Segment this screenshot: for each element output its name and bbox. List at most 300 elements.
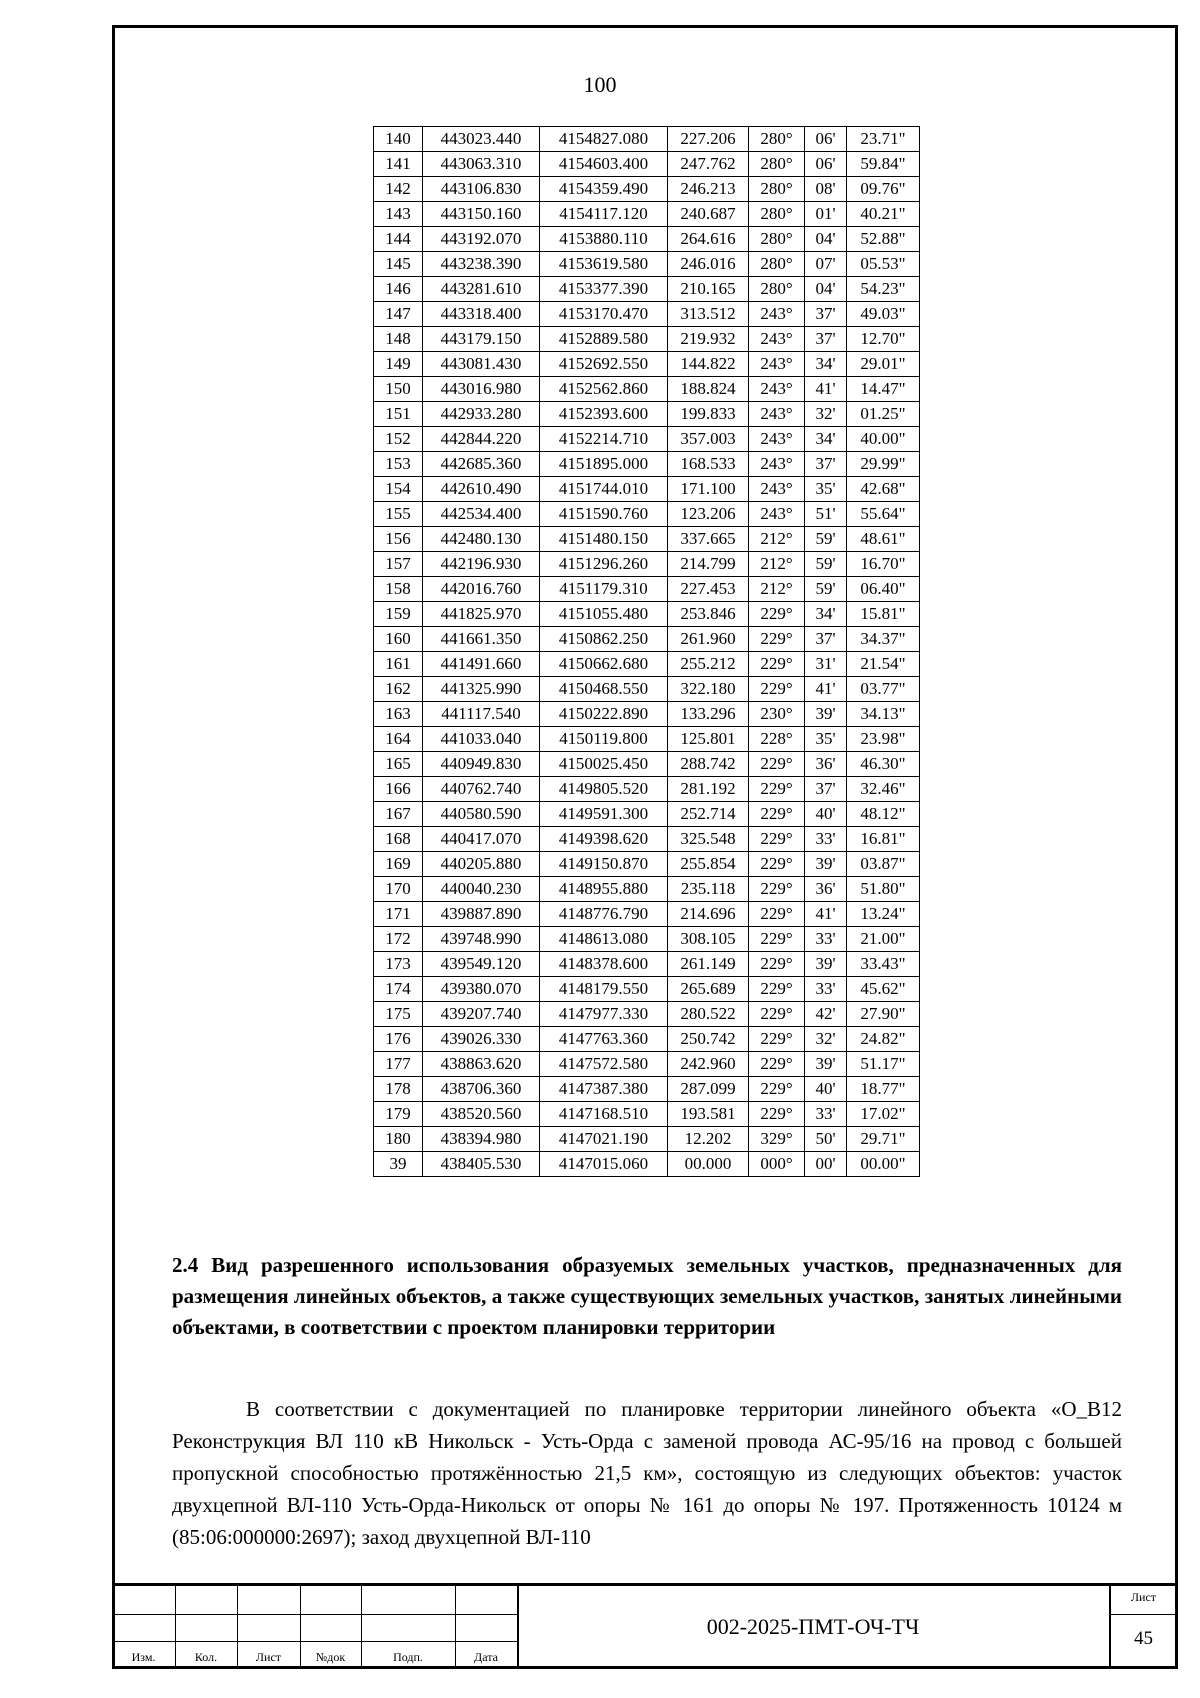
minutes-cell: 37' <box>805 302 847 327</box>
seconds-cell: 59.84" <box>847 152 920 177</box>
seconds-cell: 55.64" <box>847 502 920 527</box>
x-coordinate-cell: 441033.040 <box>423 727 540 752</box>
x-coordinate-cell: 443318.400 <box>423 302 540 327</box>
distance-cell: 250.742 <box>668 1027 749 1052</box>
degrees-cell: 229° <box>749 952 805 977</box>
point-number-cell: 150 <box>374 377 423 402</box>
seconds-cell: 34.37" <box>847 627 920 652</box>
point-number-cell: 173 <box>374 952 423 977</box>
point-number-cell: 155 <box>374 502 423 527</box>
y-coordinate-cell: 4151895.000 <box>540 452 668 477</box>
x-coordinate-cell: 438863.620 <box>423 1052 540 1077</box>
point-number-cell: 166 <box>374 777 423 802</box>
table-row <box>374 502 920 527</box>
table-row <box>374 752 920 777</box>
distance-cell: 214.799 <box>668 552 749 577</box>
point-number-cell: 175 <box>374 1002 423 1027</box>
minutes-cell: 37' <box>805 452 847 477</box>
distance-cell: 322.180 <box>668 677 749 702</box>
distance-cell: 12.202 <box>668 1127 749 1152</box>
table-row <box>374 777 920 802</box>
label-podp: Подп. <box>393 1650 423 1664</box>
sheet-cell-line <box>1109 1614 1178 1615</box>
x-coordinate-cell: 443063.310 <box>423 152 540 177</box>
distance-cell: 264.616 <box>668 227 749 252</box>
minutes-cell: 39' <box>805 702 847 727</box>
distance-cell: 210.165 <box>668 277 749 302</box>
point-number-cell: 179 <box>374 1102 423 1127</box>
degrees-cell: 329° <box>749 1127 805 1152</box>
y-coordinate-cell: 4154827.080 <box>540 127 668 152</box>
distance-cell: 171.100 <box>668 477 749 502</box>
minutes-cell: 59' <box>805 527 847 552</box>
distance-cell: 193.581 <box>668 1102 749 1127</box>
seconds-cell: 48.12" <box>847 802 920 827</box>
seconds-cell: 49.03" <box>847 302 920 327</box>
x-coordinate-cell: 443281.610 <box>423 277 540 302</box>
distance-cell: 227.453 <box>668 577 749 602</box>
x-coordinate-cell: 442016.760 <box>423 577 540 602</box>
x-coordinate-cell: 442933.280 <box>423 402 540 427</box>
degrees-cell: 243° <box>749 402 805 427</box>
seconds-cell: 14.47" <box>847 377 920 402</box>
distance-cell: 227.206 <box>668 127 749 152</box>
seconds-cell: 32.46" <box>847 777 920 802</box>
x-coordinate-cell: 440580.590 <box>423 802 540 827</box>
x-coordinate-cell: 442480.130 <box>423 527 540 552</box>
seconds-cell: 03.87" <box>847 852 920 877</box>
y-coordinate-cell: 4150119.800 <box>540 727 668 752</box>
minutes-cell: 59' <box>805 577 847 602</box>
minutes-cell: 37' <box>805 777 847 802</box>
minutes-cell: 34' <box>805 352 847 377</box>
minutes-cell: 41' <box>805 377 847 402</box>
table-row <box>374 127 920 152</box>
point-number-cell: 167 <box>374 802 423 827</box>
x-coordinate-cell: 443192.070 <box>423 227 540 252</box>
x-coordinate-cell: 440417.070 <box>423 827 540 852</box>
seconds-cell: 51.17" <box>847 1052 920 1077</box>
distance-cell: 288.742 <box>668 752 749 777</box>
seconds-cell: 16.81" <box>847 827 920 852</box>
seconds-cell: 24.82" <box>847 1027 920 1052</box>
table-row <box>374 1027 920 1052</box>
y-coordinate-cell: 4154359.490 <box>540 177 668 202</box>
x-coordinate-cell: 441325.990 <box>423 677 540 702</box>
seconds-cell: 27.90" <box>847 1002 920 1027</box>
table-row <box>374 877 920 902</box>
seconds-cell: 16.70" <box>847 552 920 577</box>
distance-cell: 219.932 <box>668 327 749 352</box>
x-coordinate-cell: 443150.160 <box>423 202 540 227</box>
degrees-cell: 229° <box>749 877 805 902</box>
distance-cell: 199.833 <box>668 402 749 427</box>
degrees-cell: 243° <box>749 452 805 477</box>
x-coordinate-cell: 440040.230 <box>423 877 540 902</box>
degrees-cell: 280° <box>749 202 805 227</box>
point-number-cell: 178 <box>374 1077 423 1102</box>
x-coordinate-cell: 439549.120 <box>423 952 540 977</box>
x-coordinate-cell: 439207.740 <box>423 1002 540 1027</box>
coordinates-table <box>373 126 920 1177</box>
degrees-cell: 229° <box>749 827 805 852</box>
x-coordinate-cell: 441825.970 <box>423 602 540 627</box>
degrees-cell: 229° <box>749 677 805 702</box>
seconds-cell: 29.01" <box>847 352 920 377</box>
x-coordinate-cell: 443023.440 <box>423 127 540 152</box>
degrees-cell: 243° <box>749 352 805 377</box>
x-coordinate-cell: 443081.430 <box>423 352 540 377</box>
distance-cell: 242.960 <box>668 1052 749 1077</box>
minutes-cell: 35' <box>805 727 847 752</box>
table-row <box>374 402 920 427</box>
point-number-cell: 176 <box>374 1027 423 1052</box>
seconds-cell: 48.61" <box>847 527 920 552</box>
distance-cell: 235.118 <box>668 877 749 902</box>
x-coordinate-cell: 441117.540 <box>423 702 540 727</box>
point-number-cell: 146 <box>374 277 423 302</box>
y-coordinate-cell: 4150862.250 <box>540 627 668 652</box>
y-coordinate-cell: 4153170.470 <box>540 302 668 327</box>
degrees-cell: 280° <box>749 277 805 302</box>
y-coordinate-cell: 4151179.310 <box>540 577 668 602</box>
table-row <box>374 377 920 402</box>
table-row <box>374 852 920 877</box>
distance-cell: 188.824 <box>668 377 749 402</box>
degrees-cell: 280° <box>749 127 805 152</box>
label-data: Дата <box>474 1650 498 1664</box>
x-coordinate-cell: 443179.150 <box>423 327 540 352</box>
minutes-cell: 37' <box>805 627 847 652</box>
point-number-cell: 171 <box>374 902 423 927</box>
point-number-cell: 174 <box>374 977 423 1002</box>
label-ndok: №док <box>315 1650 346 1664</box>
x-coordinate-cell: 442844.220 <box>423 427 540 452</box>
seconds-cell: 23.71" <box>847 127 920 152</box>
seconds-cell: 09.76" <box>847 177 920 202</box>
table-row <box>374 702 920 727</box>
seconds-cell: 21.00" <box>847 927 920 952</box>
y-coordinate-cell: 4147763.360 <box>540 1027 668 1052</box>
x-coordinate-cell: 438405.530 <box>423 1152 540 1177</box>
table-row <box>374 1127 920 1152</box>
table-row <box>374 802 920 827</box>
seconds-cell: 01.25" <box>847 402 920 427</box>
table-row <box>374 302 920 327</box>
y-coordinate-cell: 4152393.600 <box>540 402 668 427</box>
section-paragraph: В соответствии с документацией по планировке территории линейного объекта «О_В12 Реконструкция ВЛ 110 кВ Никольск - Усть-Орда с заменой провода АС-95/16 на провод с большей пропускной способностью протяжённостью 21,5 км», состоящую из следующих объектов: участок двухцепной ВЛ-110 Усть-Орда-Никольск от опоры № 161 до опоры № 197. Протяженность 10124 м (85:06:000000:2697); заход двухцепной ВЛ-110 <box>172 1397 1122 1549</box>
y-coordinate-cell: 4149805.520 <box>540 777 668 802</box>
y-coordinate-cell: 4147387.380 <box>540 1077 668 1102</box>
point-number-cell: 144 <box>374 227 423 252</box>
x-coordinate-cell: 443238.390 <box>423 252 540 277</box>
seconds-cell: 54.23" <box>847 277 920 302</box>
y-coordinate-cell: 4147168.510 <box>540 1102 668 1127</box>
y-coordinate-cell: 4147572.580 <box>540 1052 668 1077</box>
minutes-cell: 33' <box>805 1102 847 1127</box>
point-number-cell: 158 <box>374 577 423 602</box>
seconds-cell: 03.77" <box>847 677 920 702</box>
y-coordinate-cell: 4148613.080 <box>540 927 668 952</box>
table-row <box>374 1052 920 1077</box>
point-number-cell: 163 <box>374 702 423 727</box>
table-row <box>374 427 920 452</box>
y-coordinate-cell: 4151590.760 <box>540 502 668 527</box>
table-row <box>374 577 920 602</box>
table-row <box>374 1152 920 1177</box>
y-coordinate-cell: 4148955.880 <box>540 877 668 902</box>
minutes-cell: 04' <box>805 227 847 252</box>
minutes-cell: 37' <box>805 327 847 352</box>
seconds-cell: 40.00" <box>847 427 920 452</box>
degrees-cell: 229° <box>749 852 805 877</box>
degrees-cell: 229° <box>749 652 805 677</box>
minutes-cell: 51' <box>805 502 847 527</box>
distance-cell: 308.105 <box>668 927 749 952</box>
x-coordinate-cell: 441661.350 <box>423 627 540 652</box>
x-coordinate-cell: 441491.660 <box>423 652 540 677</box>
y-coordinate-cell: 4149398.620 <box>540 827 668 852</box>
table-row <box>374 927 920 952</box>
label-izm: Изм. <box>131 1650 156 1664</box>
degrees-cell: 212° <box>749 577 805 602</box>
degrees-cell: 243° <box>749 327 805 352</box>
degrees-cell: 212° <box>749 552 805 577</box>
degrees-cell: 229° <box>749 627 805 652</box>
y-coordinate-cell: 4147977.330 <box>540 1002 668 1027</box>
degrees-cell: 243° <box>749 427 805 452</box>
distance-cell: 253.846 <box>668 602 749 627</box>
distance-cell: 246.213 <box>668 177 749 202</box>
title-block-row-line <box>112 1641 517 1642</box>
minutes-cell: 34' <box>805 427 847 452</box>
seconds-cell: 34.13" <box>847 702 920 727</box>
minutes-cell: 42' <box>805 1002 847 1027</box>
table-row <box>374 1002 920 1027</box>
x-coordinate-cell: 442196.930 <box>423 552 540 577</box>
x-coordinate-cell: 438706.360 <box>423 1077 540 1102</box>
degrees-cell: 229° <box>749 777 805 802</box>
minutes-cell: 31' <box>805 652 847 677</box>
y-coordinate-cell: 4154117.120 <box>540 202 668 227</box>
degrees-cell: 280° <box>749 152 805 177</box>
point-number-cell: 156 <box>374 527 423 552</box>
distance-cell: 133.296 <box>668 702 749 727</box>
coordinates-table-body <box>374 127 920 1177</box>
distance-cell: 265.689 <box>668 977 749 1002</box>
degrees-cell: 229° <box>749 1102 805 1127</box>
y-coordinate-cell: 4151744.010 <box>540 477 668 502</box>
seconds-cell: 40.21" <box>847 202 920 227</box>
seconds-cell: 52.88" <box>847 227 920 252</box>
table-row <box>374 677 920 702</box>
point-number-cell: 168 <box>374 827 423 852</box>
seconds-cell: 21.54" <box>847 652 920 677</box>
distance-cell: 247.762 <box>668 152 749 177</box>
point-number-cell: 142 <box>374 177 423 202</box>
x-coordinate-cell: 442534.400 <box>423 502 540 527</box>
distance-cell: 281.192 <box>668 777 749 802</box>
y-coordinate-cell: 4152889.580 <box>540 327 668 352</box>
minutes-cell: 41' <box>805 677 847 702</box>
minutes-cell: 39' <box>805 1052 847 1077</box>
seconds-cell: 42.68" <box>847 477 920 502</box>
table-row <box>374 452 920 477</box>
distance-cell: 325.548 <box>668 827 749 852</box>
label-kol: Кол. <box>194 1650 218 1664</box>
y-coordinate-cell: 4151055.480 <box>540 602 668 627</box>
table-row <box>374 652 920 677</box>
distance-cell: 280.522 <box>668 1002 749 1027</box>
table-row <box>374 177 920 202</box>
y-coordinate-cell: 4152562.860 <box>540 377 668 402</box>
minutes-cell: 41' <box>805 902 847 927</box>
point-number-cell: 169 <box>374 852 423 877</box>
point-number-cell: 172 <box>374 927 423 952</box>
y-coordinate-cell: 4148378.600 <box>540 952 668 977</box>
minutes-cell: 50' <box>805 1127 847 1152</box>
minutes-cell: 00' <box>805 1152 847 1177</box>
sheet-number: 45 <box>1134 1628 1153 1649</box>
table-row <box>374 352 920 377</box>
minutes-cell: 04' <box>805 277 847 302</box>
degrees-cell: 243° <box>749 377 805 402</box>
degrees-cell: 280° <box>749 252 805 277</box>
point-number-cell: 154 <box>374 477 423 502</box>
minutes-cell: 06' <box>805 127 847 152</box>
distance-cell: 125.801 <box>668 727 749 752</box>
distance-cell: 240.687 <box>668 202 749 227</box>
minutes-cell: 32' <box>805 402 847 427</box>
distance-cell: 00.000 <box>668 1152 749 1177</box>
y-coordinate-cell: 4153377.390 <box>540 277 668 302</box>
degrees-cell: 212° <box>749 527 805 552</box>
seconds-cell: 15.81" <box>847 602 920 627</box>
y-coordinate-cell: 4150468.550 <box>540 677 668 702</box>
degrees-cell: 243° <box>749 302 805 327</box>
y-coordinate-cell: 4149150.870 <box>540 852 668 877</box>
distance-cell: 261.960 <box>668 627 749 652</box>
point-number-cell: 152 <box>374 427 423 452</box>
point-number-cell: 39 <box>374 1152 423 1177</box>
table-row <box>374 902 920 927</box>
degrees-cell: 229° <box>749 1052 805 1077</box>
degrees-cell: 230° <box>749 702 805 727</box>
x-coordinate-cell: 438520.560 <box>423 1102 540 1127</box>
y-coordinate-cell: 4148179.550 <box>540 977 668 1002</box>
point-number-cell: 141 <box>374 152 423 177</box>
point-number-cell: 160 <box>374 627 423 652</box>
x-coordinate-cell: 440762.740 <box>423 777 540 802</box>
point-number-cell: 148 <box>374 327 423 352</box>
point-number-cell: 145 <box>374 252 423 277</box>
minutes-cell: 33' <box>805 927 847 952</box>
table-row <box>374 552 920 577</box>
table-row <box>374 227 920 252</box>
x-coordinate-cell: 442610.490 <box>423 477 540 502</box>
seconds-cell: 29.99" <box>847 452 920 477</box>
y-coordinate-cell: 4152692.550 <box>540 352 668 377</box>
distance-cell: 252.714 <box>668 802 749 827</box>
point-number-cell: 177 <box>374 1052 423 1077</box>
distance-cell: 246.016 <box>668 252 749 277</box>
point-number-cell: 162 <box>374 677 423 702</box>
degrees-cell: 243° <box>749 502 805 527</box>
minutes-cell: 08' <box>805 177 847 202</box>
table-row <box>374 827 920 852</box>
point-number-cell: 165 <box>374 752 423 777</box>
minutes-cell: 39' <box>805 952 847 977</box>
seconds-cell: 05.53" <box>847 252 920 277</box>
distance-cell: 168.533 <box>668 452 749 477</box>
sheet-label: Лист <box>1130 1590 1157 1604</box>
y-coordinate-cell: 4151480.150 <box>540 527 668 552</box>
seconds-cell: 23.98" <box>847 727 920 752</box>
minutes-cell: 40' <box>805 802 847 827</box>
minutes-cell: 33' <box>805 827 847 852</box>
seconds-cell: 46.30" <box>847 752 920 777</box>
y-coordinate-cell: 4154603.400 <box>540 152 668 177</box>
distance-cell: 261.149 <box>668 952 749 977</box>
x-coordinate-cell: 439748.990 <box>423 927 540 952</box>
point-number-cell: 159 <box>374 602 423 627</box>
degrees-cell: 229° <box>749 752 805 777</box>
table-row <box>374 527 920 552</box>
degrees-cell: 229° <box>749 977 805 1002</box>
degrees-cell: 000° <box>749 1152 805 1177</box>
point-number-cell: 153 <box>374 452 423 477</box>
minutes-cell: 36' <box>805 877 847 902</box>
x-coordinate-cell: 438394.980 <box>423 1127 540 1152</box>
degrees-cell: 229° <box>749 1027 805 1052</box>
degrees-cell: 229° <box>749 902 805 927</box>
minutes-cell: 06' <box>805 152 847 177</box>
table-row <box>374 152 920 177</box>
minutes-cell: 36' <box>805 752 847 777</box>
seconds-cell: 06.40" <box>847 577 920 602</box>
y-coordinate-cell: 4150222.890 <box>540 702 668 727</box>
y-coordinate-cell: 4152214.710 <box>540 427 668 452</box>
minutes-cell: 40' <box>805 1077 847 1102</box>
x-coordinate-cell: 442685.360 <box>423 452 540 477</box>
degrees-cell: 280° <box>749 177 805 202</box>
degrees-cell: 229° <box>749 927 805 952</box>
y-coordinate-cell: 4153880.110 <box>540 227 668 252</box>
table-row <box>374 327 920 352</box>
x-coordinate-cell: 443106.830 <box>423 177 540 202</box>
distance-cell: 214.696 <box>668 902 749 927</box>
table-row <box>374 952 920 977</box>
table-row <box>374 202 920 227</box>
seconds-cell: 12.70" <box>847 327 920 352</box>
table-row <box>374 277 920 302</box>
seconds-cell: 13.24" <box>847 902 920 927</box>
minutes-cell: 01' <box>805 202 847 227</box>
minutes-cell: 59' <box>805 552 847 577</box>
minutes-cell: 07' <box>805 252 847 277</box>
seconds-cell: 00.00" <box>847 1152 920 1177</box>
degrees-cell: 229° <box>749 602 805 627</box>
table-row <box>374 977 920 1002</box>
seconds-cell: 29.71" <box>847 1127 920 1152</box>
table-row <box>374 1077 920 1102</box>
point-number-cell: 170 <box>374 877 423 902</box>
y-coordinate-cell: 4148776.790 <box>540 902 668 927</box>
degrees-cell: 280° <box>749 227 805 252</box>
distance-cell: 255.212 <box>668 652 749 677</box>
table-row <box>374 602 920 627</box>
y-coordinate-cell: 4147021.190 <box>540 1127 668 1152</box>
